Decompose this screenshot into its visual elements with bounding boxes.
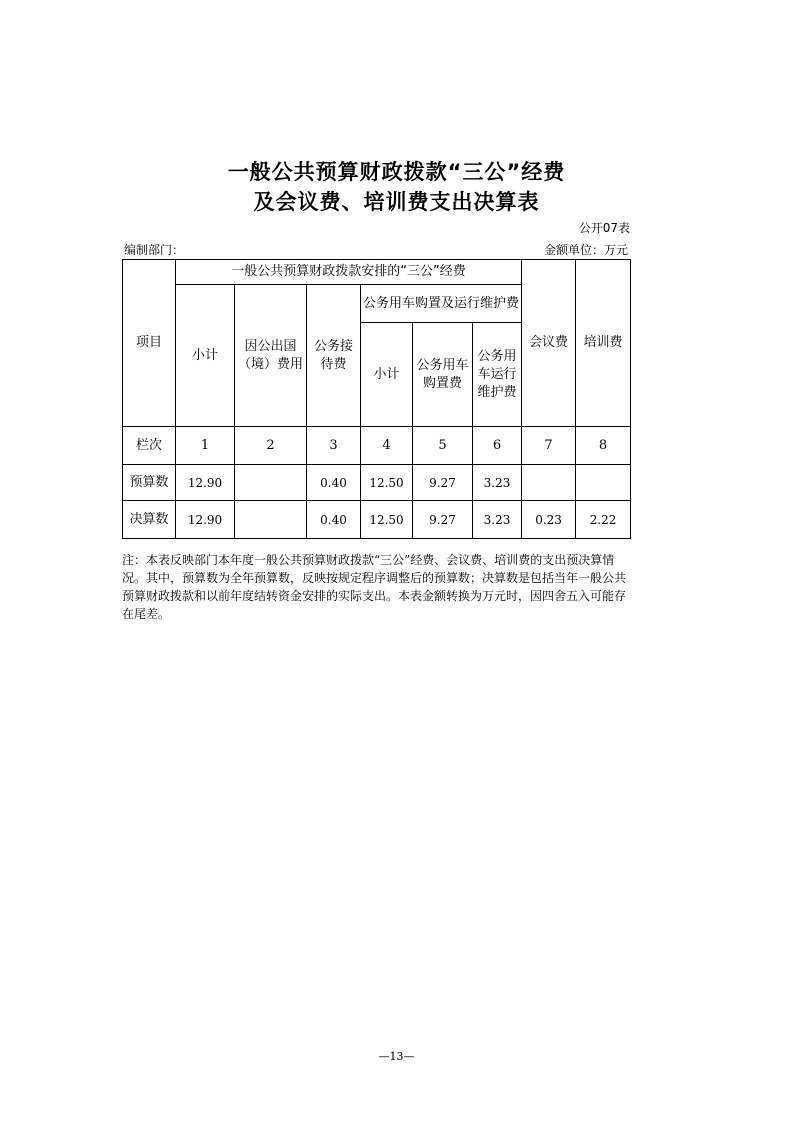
- header-vehicle-group: 公务用车购置及运行维护费: [361, 285, 522, 323]
- final-cell: 3.23: [473, 501, 522, 539]
- final-cell: 2.22: [576, 501, 631, 539]
- seq-cell: 6: [473, 427, 522, 465]
- page-title-line-1: 一般公共预算财政拨款“三公”经费: [227, 160, 566, 184]
- budget-cell: [522, 465, 576, 501]
- budget-cell: 0.40: [307, 465, 361, 501]
- compiling-department-label: 编制部门：: [124, 243, 185, 257]
- header-training: 培训费: [576, 260, 631, 427]
- final-cell: 0.23: [522, 501, 576, 539]
- header-meeting: 会议费: [522, 260, 576, 427]
- seq-cell: 5: [413, 427, 473, 465]
- expense-table: [122, 259, 631, 539]
- seq-cell: 7: [522, 427, 576, 465]
- seq-cell: 3: [307, 427, 361, 465]
- budget-cell: 12.90: [176, 465, 235, 501]
- budget-cell: 12.50: [361, 465, 413, 501]
- header-item: 项目: [123, 260, 176, 427]
- page-number: —13—: [378, 1050, 415, 1063]
- row-label-final: 决算数: [123, 501, 176, 539]
- page-title-line-2: 及会议费、培训费支出决算表: [253, 190, 540, 214]
- header-vehicle-operation: 公务用车运行维护费: [473, 323, 522, 427]
- row-label-budget: 预算数: [123, 465, 176, 501]
- final-cell: 9.27: [413, 501, 473, 539]
- budget-cell: [576, 465, 631, 501]
- table-row: [123, 465, 631, 501]
- final-cell: 0.40: [307, 501, 361, 539]
- final-cell: 12.90: [176, 501, 235, 539]
- seq-cell: 1: [176, 427, 235, 465]
- budget-cell: 3.23: [473, 465, 522, 501]
- form-number: 公开07表: [578, 221, 630, 235]
- amount-unit-label: 金额单位：万元: [543, 243, 628, 257]
- footnote: 注：本表反映部门本年度一般公共预算财政拨款“三公”经费、会议费、培训费的支出预决算情况。其中，预算数为全年预算数，反映按规定程序调整后的预算数；决算数是包括当年一般公共预算财政拨款和以前年度结转资金安排的实际支出。本表金额转换为万元时，因四舍五入可能存在尾差。: [122, 553, 627, 621]
- budget-cell: 9.27: [413, 465, 473, 501]
- final-cell: [235, 501, 307, 539]
- header-reception: 公务接待费: [307, 285, 361, 427]
- seq-label: 栏次: [123, 427, 176, 465]
- seq-cell: 2: [235, 427, 307, 465]
- header-abroad: 因公出国（境）费用: [235, 285, 307, 427]
- table-row: [123, 501, 631, 539]
- header-sangong-group: 一般公共预算财政拨款安排的“三公”经费: [176, 260, 522, 285]
- final-cell: 12.50: [361, 501, 413, 539]
- header-vehicle-subtotal: 小计: [361, 323, 413, 427]
- header-subtotal: 小计: [176, 285, 235, 427]
- seq-cell: 8: [576, 427, 631, 465]
- header-vehicle-purchase: 公务用车购置费: [413, 323, 473, 427]
- budget-cell: [235, 465, 307, 501]
- seq-cell: 4: [361, 427, 413, 465]
